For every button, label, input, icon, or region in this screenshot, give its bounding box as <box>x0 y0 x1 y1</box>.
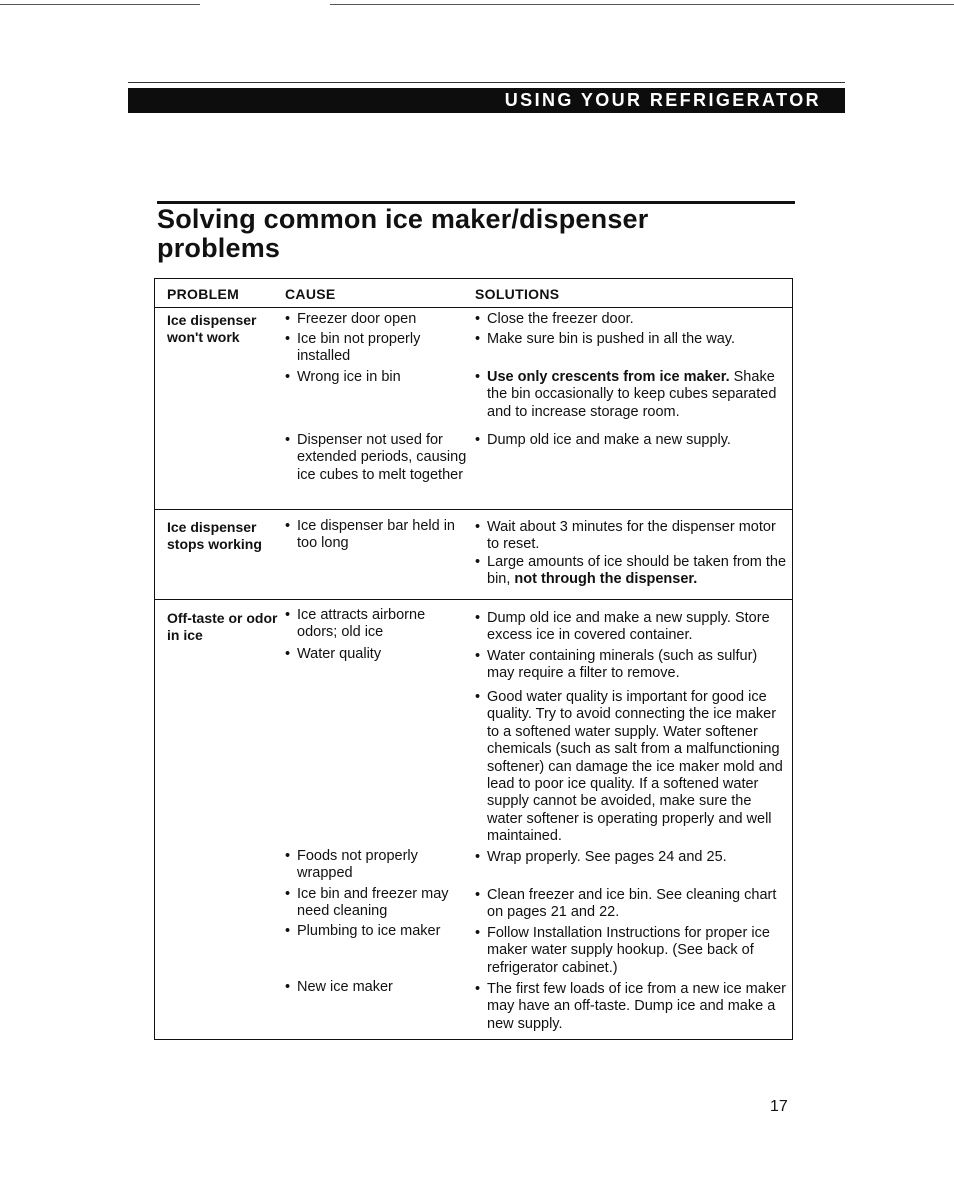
header-rule <box>128 82 845 83</box>
row-divider <box>155 599 792 600</box>
solution-item: • Wrap properly. See pages 24 and 25. <box>475 849 787 866</box>
solution-item: • Water containing minerals (such as sulfur) may require a filter to remove. <box>475 648 787 683</box>
cause-item: • Foods not properly wrapped <box>285 848 467 883</box>
solution-emphasis: Use only crescents from ice maker. <box>487 369 730 385</box>
cause-item: • Plumbing to ice maker <box>285 923 467 940</box>
cause-item: • Ice bin and freezer may need cleaning <box>285 886 467 921</box>
solution-item: • Clean freezer and ice bin. See cleaning chart on pages 21 and 22. <box>475 887 787 922</box>
header-divider <box>155 307 792 308</box>
solution-item <box>475 554 787 589</box>
cause-item: • Ice bin not properly installed <box>285 331 467 366</box>
solution-item: • Good water quality is important for good ice quality. Try to avoid connecting the ice maker to a softened water supply. Water softener chemicals (such as salt from a malfunctioning softener) can damage the ice maker mold and lead to poor ice quality. If a softened water supply cannot be avoided, make sure the water softener is operating properly and well maintained. <box>475 689 787 846</box>
cause-item: • Freezer door open <box>285 311 467 328</box>
solution-item <box>475 369 787 421</box>
solution-item: • Dump old ice and make a new supply. Store excess ice in covered container. <box>475 610 787 645</box>
solution-item: • Dump old ice and make a new supply. <box>475 432 787 449</box>
troubleshooting-table <box>154 278 793 1040</box>
page-title: Solving common ice maker/dispenser problems <box>157 204 649 263</box>
solution-item: • The first few loads of ice from a new ice maker may have an off-taste. Dump ice and make a new supply. <box>475 981 787 1033</box>
page-number: 17 <box>770 1098 788 1115</box>
solution-item: • Close the freezer door. <box>475 311 787 328</box>
solution-item: • Follow Installation Instructions for proper ice maker water supply hookup. (See back of refrigerator cabinet.) <box>475 925 787 977</box>
column-header-cause: CAUSE <box>285 286 336 302</box>
solution-text: Large amounts of ice should be taken from the bin, <box>487 554 787 588</box>
solution-item: • Make sure bin is pushed in all the way. <box>475 331 787 348</box>
problem-ice-dispenser-stops-working: Ice dispenser stops working <box>167 519 262 552</box>
cause-item: • Ice dispenser bar held in too long <box>285 518 467 553</box>
problem-ice-dispenser-wont-work: Ice dispenser won't work <box>167 312 257 345</box>
column-header-problem: PROBLEM <box>167 286 240 302</box>
solution-emphasis: not through the dispenser. <box>514 571 698 588</box>
section-header-bar <box>128 88 845 113</box>
cause-item: • Water quality <box>285 646 467 663</box>
top-rule-right <box>330 4 954 5</box>
row-divider <box>155 509 792 510</box>
section-header-title: USING YOUR REFRIGERATOR <box>504 90 821 110</box>
top-rule-left <box>0 4 200 5</box>
solution-text: Shake the bin occasionally to keep cubes separated and to increase storage room. <box>487 369 777 420</box>
cause-item: • Dispenser not used for extended periods, causing ice cubes to melt together <box>285 432 467 484</box>
solution-item: • Wait about 3 minutes for the dispenser motor to reset. <box>475 519 787 554</box>
cause-item: • New ice maker <box>285 979 467 996</box>
column-header-solutions: SOLUTIONS <box>475 286 560 302</box>
cause-item: • Ice attracts airborne odors; old ice <box>285 607 467 642</box>
cause-item: • Wrong ice in bin <box>285 369 467 386</box>
problem-off-taste-or-odor: Off-taste or odor in ice <box>167 610 278 643</box>
